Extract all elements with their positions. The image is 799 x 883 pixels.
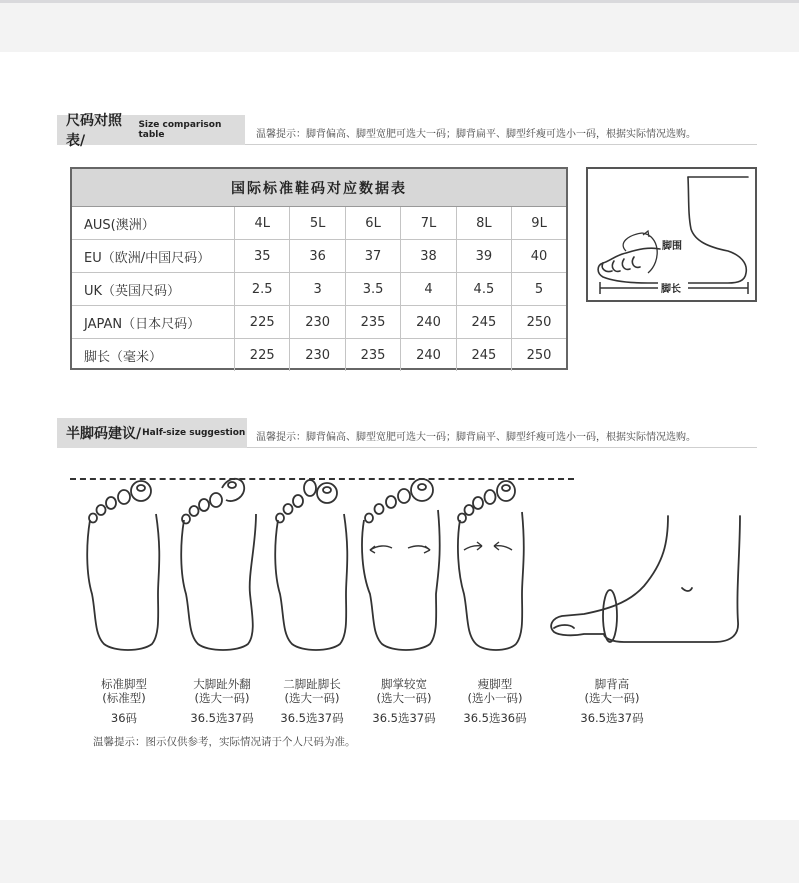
section-divider [247,447,757,448]
table-cell: 36 [290,240,345,273]
foot-type-advice: (标准型) [102,691,146,705]
table-row [72,273,566,306]
table-cell: 250 [512,306,566,339]
table-cell: 225 [235,306,290,339]
foot-type-name: 大脚趾外翻 [193,677,251,691]
foot-type-name: 二脚趾脚长 [283,677,341,691]
top-band [0,0,799,52]
table-cell: 39 [456,240,511,273]
table-cell: 40 [512,240,566,273]
section-title: 半脚码建议/ [66,426,142,442]
foot-type-name: 标准脚型 [101,677,147,691]
foot-type-advice: (选小一码) [467,691,523,705]
foot-caption [572,677,652,725]
table-cell: 5 [512,273,566,306]
foot-caption [88,677,160,725]
wide-forefoot-icon [358,474,446,654]
foot-type-name: 脚背高 [594,677,630,691]
half-size-tip: 温馨提示：脚背偏高、脚型宽肥可选大一码；脚背扁平、脚型纤瘦可选小一码，根据实际情况选购。 [256,432,696,443]
foot-caption [272,677,352,725]
table-cell: 9L [512,207,566,240]
table-cell: 235 [345,339,400,372]
table-cell: 6L [345,207,400,240]
reference-note: 温馨提示：图示仅供参考，实际情况请于个人尺码为准。 [93,736,356,748]
section-title: 尺码对照表/ [66,113,122,149]
foot-type-name: 瘦脚型 [477,677,513,691]
section-subtitle: Half-size suggestion [142,428,246,438]
bunion-foot-icon [176,474,262,654]
row-label: EU（欧洲/中国尺码） [72,240,235,273]
table-cell: 225 [235,339,290,372]
size-data-table [72,207,566,371]
foot-caption [455,677,535,725]
table-cell: 250 [512,339,566,372]
table-cell: 7L [401,207,456,240]
foot-type-size: 36.5选36码 [463,711,527,725]
foot-type-size: 36.5选37码 [372,711,436,725]
table-cell: 2.5 [235,273,290,306]
table-cell: 35 [235,240,290,273]
high-instep-foot-icon [544,512,749,652]
row-label: 脚长（毫米） [84,349,163,365]
foot-caption [364,677,444,725]
foot-type-advice: (选大一码) [284,691,340,705]
table-cell: 3 [290,273,345,306]
table-row [72,339,566,372]
size-table [70,167,568,370]
table-cell: 230 [290,306,345,339]
table-cell: 4.5 [456,273,511,306]
table-cell: 240 [401,306,456,339]
section-subtitle: Size comparison table [138,120,222,140]
table-cell: 3.5 [345,273,400,306]
table-cell: 8L [456,207,511,240]
foot-type-advice: (选大一码) [376,691,432,705]
table-cell: 245 [456,339,511,372]
length-label: 脚长 [661,284,681,295]
foot-type-size: 36码 [110,711,138,725]
foot-type-name: 脚掌较宽 [381,677,427,691]
foot-type-size: 36.5选37码 [280,711,344,725]
slim-foot-icon [452,474,532,654]
standard-foot-icon [82,474,164,654]
foot-type-advice: (选大一码) [194,691,250,705]
foot-type-advice: (选大一码) [584,691,640,705]
foot-type-size: 36.5选37码 [190,711,254,725]
table-cell: 38 [401,240,456,273]
table-cell: 4 [401,273,456,306]
size-tip: 温馨提示：脚背偏高、脚型宽肥可选大一码；脚背扁平、脚型纤瘦可选小一码，根据实际情况选购。 [256,129,696,140]
section-divider [245,144,757,145]
table-cell: 230 [290,339,345,372]
foot-caption [182,677,262,725]
row-label: AUS(澳洲） [72,207,235,240]
table-row [72,306,566,339]
table-row [72,207,566,240]
table-cell: 37 [345,240,400,273]
table-cell: 245 [456,306,511,339]
bottom-band [0,820,799,883]
long-second-toe-foot-icon [270,474,352,654]
foot-side-icon [588,169,755,300]
foot-measure-diagram [586,167,757,302]
half-size-tab [57,418,247,448]
table-cell: 235 [345,306,400,339]
table-cell: 5L [290,207,345,240]
table-cell: 240 [401,339,456,372]
row-label: JAPAN（日本尺码） [72,306,235,339]
table-cell: 4L [235,207,290,240]
row-label: UK（英国尺码） [72,273,235,306]
foot-type-size: 36.5选37码 [580,711,644,725]
table-title: 国际标准鞋码对应数据表 [72,169,566,207]
table-row [72,240,566,273]
girth-label: 脚围 [662,241,682,252]
size-comparison-tab [57,113,245,149]
